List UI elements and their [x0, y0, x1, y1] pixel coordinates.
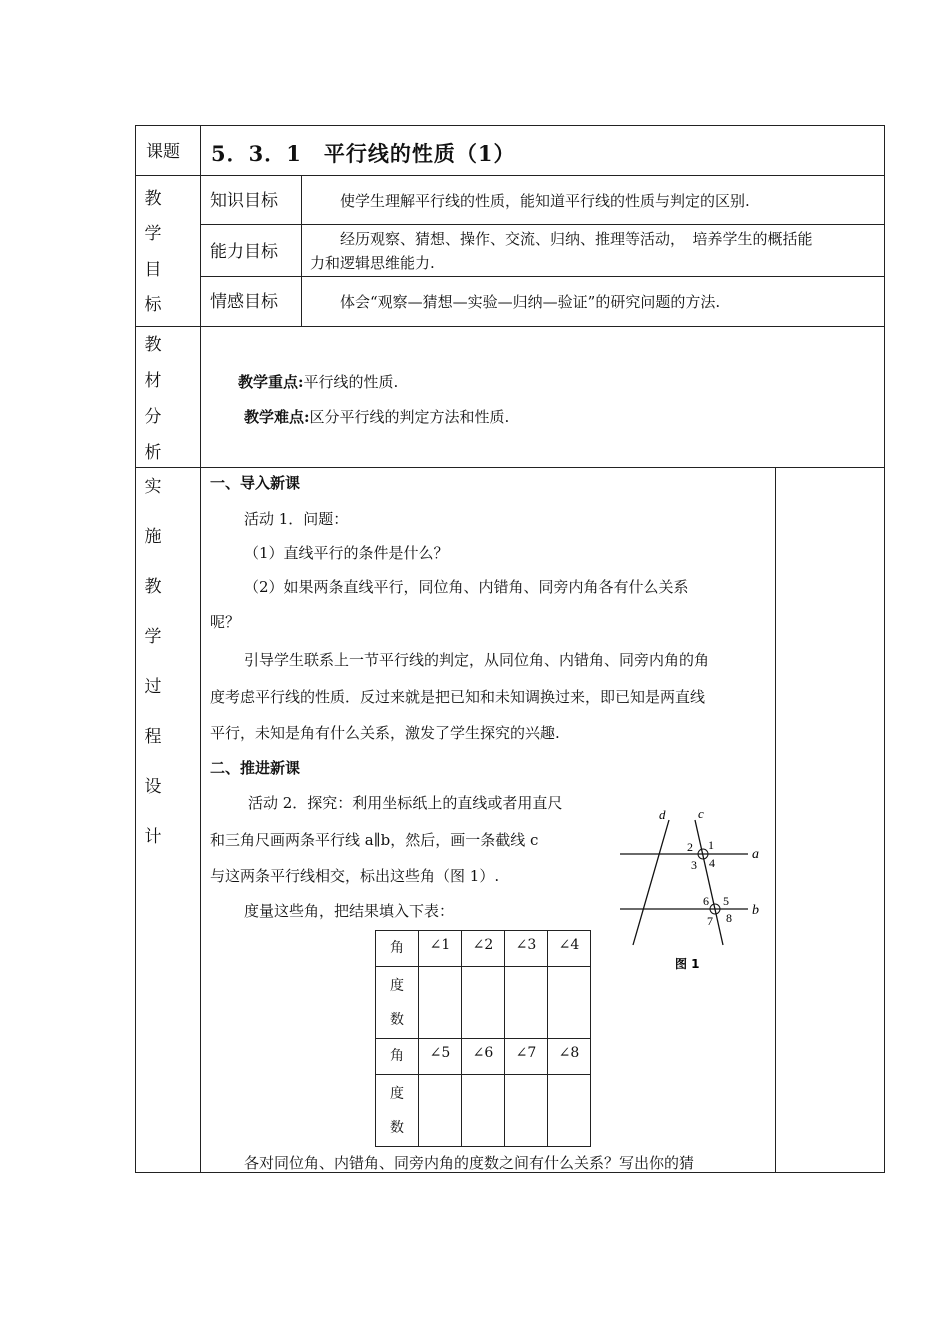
table-cell[interactable] — [505, 1075, 548, 1147]
activity2-line1: 活动 2．探究：利用坐标纸上的直线或者用直尺 — [248, 794, 563, 812]
activity2-line2: 和三角尺画两条平行线 a∥b，然后，画一条截线 c — [210, 831, 539, 849]
table-cell[interactable] — [419, 967, 462, 1039]
table-border-goal1 — [200, 224, 885, 225]
table-cell — [376, 1075, 419, 1147]
table-cell[interactable] — [548, 1075, 591, 1147]
degree-label-char: 数 — [390, 1120, 404, 1136]
process-row-label-1: 实 — [144, 477, 162, 497]
table-cell: ∠2 — [462, 931, 505, 967]
table-cell: ∠7 — [505, 1039, 548, 1075]
question2-line1: （2）如果两条直线平行，同位角、内错角、同旁内角各有什么关系 — [244, 578, 689, 596]
table-border-top — [135, 125, 885, 126]
table-border-goal-col — [301, 175, 302, 326]
figure-caption: 图 1 — [675, 957, 700, 971]
table-border-right — [884, 125, 885, 1172]
table-border-col1 — [200, 125, 201, 1172]
table-row — [376, 1075, 591, 1147]
knowledge-goal-text: 使学生理解平行线的性质，能知道平行线的性质与判定的区别. — [340, 192, 750, 210]
line-d — [633, 820, 669, 945]
analysis-row-label-2: 材 — [144, 371, 162, 391]
ability-goal-label: 能力目标 — [210, 242, 278, 262]
topic-label: 课题 — [146, 142, 180, 162]
ability-goal-text-2: 力和逻辑思维能力. — [310, 254, 435, 272]
degree-label-char: 数 — [390, 1012, 404, 1028]
table-cell[interactable] — [419, 1075, 462, 1147]
process-row-label-7: 设 — [144, 777, 162, 797]
analysis-row-label-1: 教 — [144, 335, 162, 355]
question2-line2: 呢？ — [210, 613, 241, 631]
label-6: 6 — [703, 894, 709, 908]
knowledge-goal-label: 知识目标 — [210, 191, 278, 211]
table-border-goal2 — [200, 276, 885, 277]
table-row — [376, 931, 591, 967]
goals-row-label-1: 教 — [144, 189, 162, 209]
table-cell: ∠8 — [548, 1039, 591, 1075]
table-border-row3 — [135, 467, 885, 468]
table-cell: ∠6 — [462, 1039, 505, 1075]
teaching-difficulty-label: 教学难点: — [244, 408, 310, 426]
label-8: 8 — [726, 911, 732, 925]
table-row — [376, 967, 591, 1039]
table-cell: ∠5 — [419, 1039, 462, 1075]
table-cell[interactable] — [462, 1075, 505, 1147]
degree-label-char: 度 — [390, 978, 404, 994]
closing-question: 各对同位角、内错角、同旁内角的度数之间有什么关系？写出你的猜 — [244, 1154, 695, 1172]
goals-row-label-2: 学 — [144, 224, 162, 244]
table-border-row1 — [135, 175, 885, 176]
activity1-text: 活动 1．问题： — [244, 510, 349, 528]
teaching-key-label: 教学重点: — [238, 373, 304, 391]
table-cell: 角 — [376, 931, 419, 967]
ability-goal-text-1: 经历观察、猜想、操作、交流、归纳、推理等活动， 培养学生的概括能 — [340, 230, 813, 248]
table-border-row2 — [135, 326, 885, 327]
angle-measure-table — [375, 930, 591, 1147]
table-cell[interactable] — [505, 967, 548, 1039]
emotion-goal-text: 体会“观察—猜想—实验—归纳—验证”的研究问题的方法. — [340, 293, 721, 311]
label-b: b — [752, 903, 759, 918]
teaching-difficulty — [244, 407, 509, 427]
label-d: d — [659, 807, 666, 822]
process-row-label-6: 程 — [144, 727, 162, 747]
analysis-row-label-3: 分 — [144, 407, 162, 427]
process-row-label-8: 计 — [144, 827, 162, 847]
page-title: 5．3．1 平行线的性质（1） — [211, 141, 516, 166]
table-cell[interactable] — [462, 967, 505, 1039]
teaching-difficulty-text: 区分平行线的判定方法和性质. — [309, 408, 510, 426]
table-cell: ∠4 — [548, 931, 591, 967]
table-cell[interactable] — [548, 967, 591, 1039]
label-2: 2 — [687, 840, 693, 854]
analysis-row-label-4: 析 — [144, 443, 162, 463]
process-row-label-3: 教 — [144, 577, 162, 597]
guide-line1: 引导学生联系上一节平行线的判定，从同位角、内错角、同旁内角的角 — [244, 651, 710, 669]
goals-row-label-4: 标 — [144, 295, 162, 315]
section-intro-heading: 一、导入新课 — [210, 474, 301, 492]
section-new-heading: 二、推进新课 — [210, 759, 301, 777]
table-cell: ∠1 — [419, 931, 462, 967]
process-row-label-5: 过 — [144, 677, 162, 697]
table-border-left — [135, 125, 136, 1172]
label-3: 3 — [691, 858, 697, 872]
table-cell: ∠3 — [505, 931, 548, 967]
guide-line2: 度考虑平行线的性质．反过来就是把已知和未知调换过来，即已知是两直线 — [210, 688, 706, 706]
process-row-label-2: 施 — [144, 527, 162, 547]
label-7: 7 — [707, 914, 713, 928]
process-row-label-4: 学 — [144, 627, 162, 647]
measure-instruction: 度量这些角，把结果填入下表： — [244, 902, 455, 920]
label-5: 5 — [723, 894, 729, 908]
guide-line3: 平行，未知是角有什么关系，激发了学生探究的兴趣. — [210, 724, 560, 742]
teaching-key-point — [238, 372, 398, 392]
activity2-line3: 与这两条平行线相交，标出这些角（图 1）. — [210, 867, 500, 885]
figure-parallel-lines — [615, 805, 775, 975]
teaching-key-text: 平行线的性质. — [303, 373, 399, 391]
table-row — [376, 1039, 591, 1075]
label-1: 1 — [708, 838, 714, 852]
table-border-notes-col — [775, 467, 776, 1172]
goals-row-label-3: 目 — [144, 260, 162, 280]
label-a: a — [752, 847, 759, 862]
label-c: c — [698, 806, 704, 821]
degree-label-char: 度 — [390, 1086, 404, 1102]
question1-text: （1）直线平行的条件是什么？ — [244, 544, 449, 562]
table-cell — [376, 967, 419, 1039]
label-4: 4 — [709, 856, 715, 870]
table-cell: 角 — [376, 1039, 419, 1075]
emotion-goal-label: 情感目标 — [210, 292, 278, 312]
